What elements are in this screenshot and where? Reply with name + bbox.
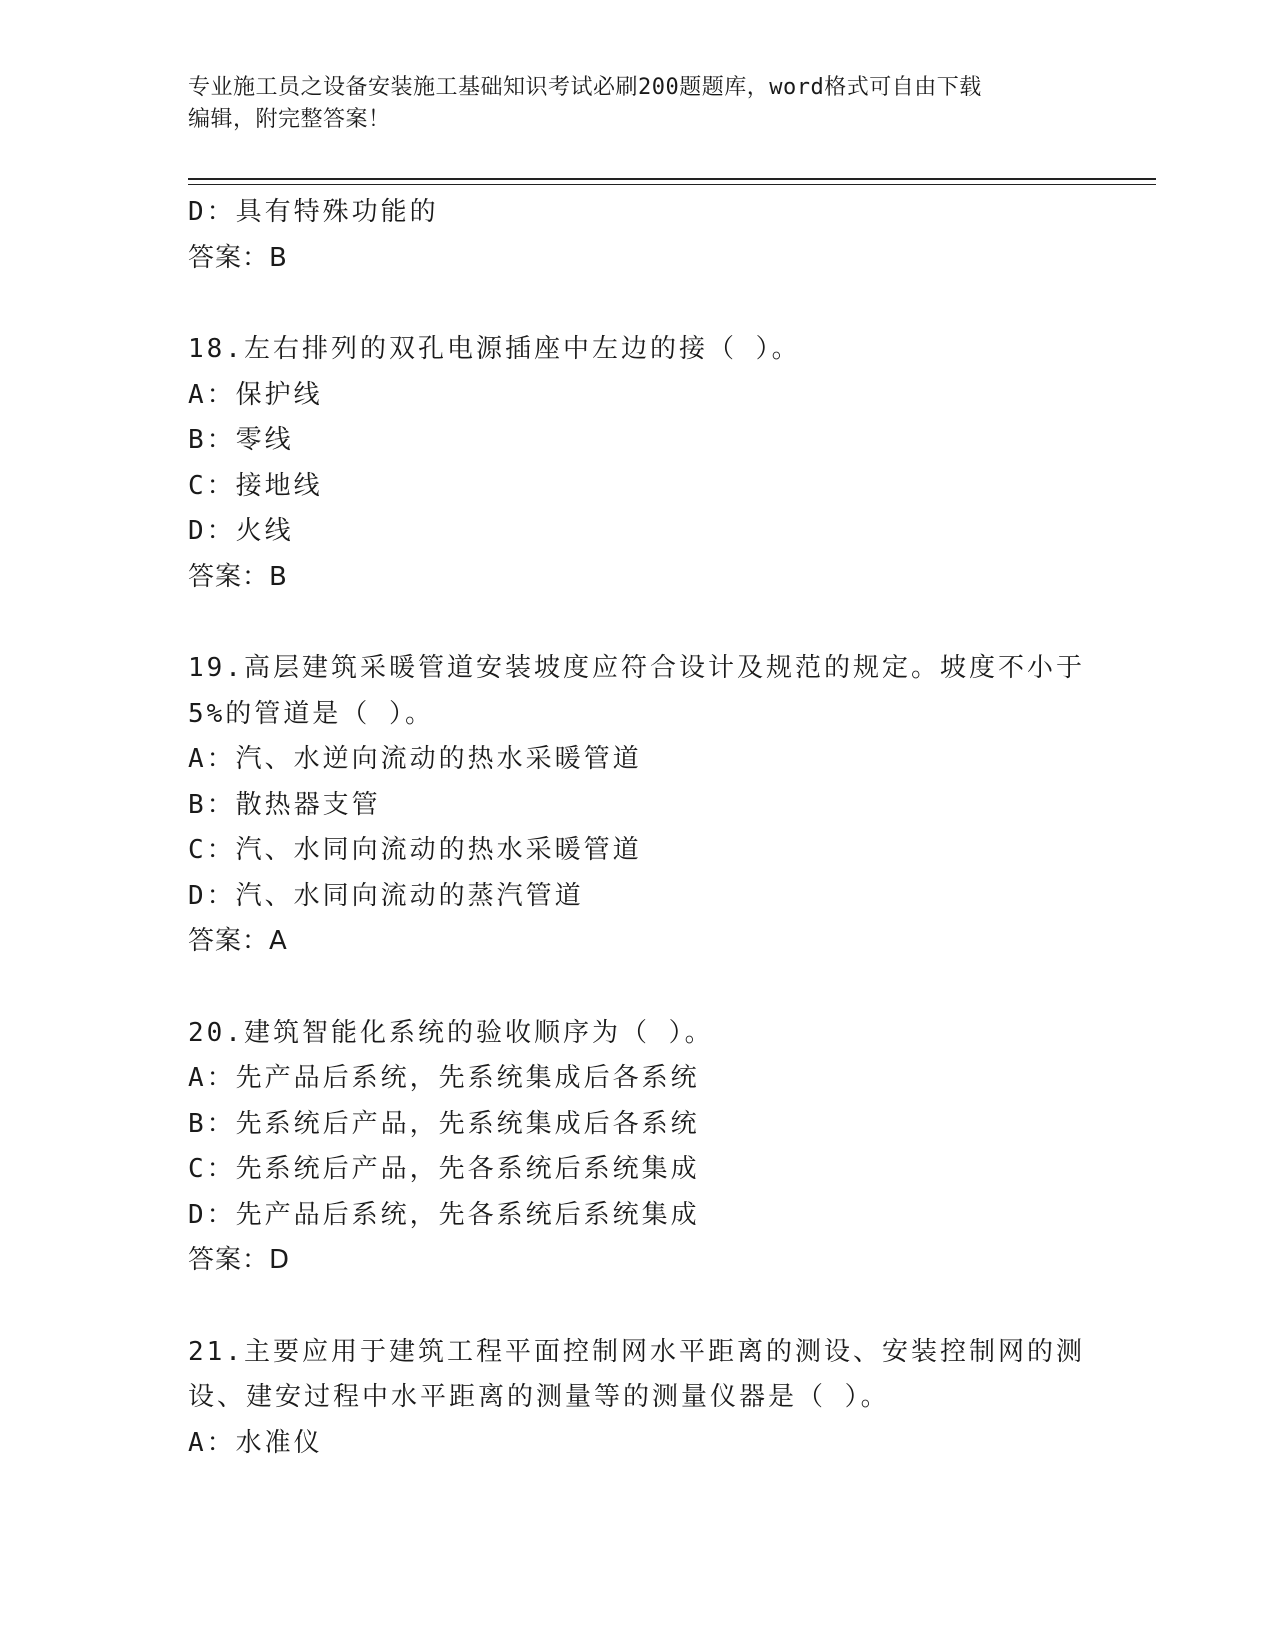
- option-b: B：先系统后产品，先系统集成后各系统: [188, 1108, 700, 1139]
- header-divider-thick: [188, 178, 1156, 180]
- header-title-line2: 编辑，附完整答案！: [188, 107, 391, 132]
- option-a: A：水准仪: [188, 1427, 323, 1458]
- option-c: C：先系统后产品，先各系统后系统集成: [188, 1154, 700, 1184]
- question-21: [188, 1330, 1088, 1467]
- answer-label: 答案：B: [188, 561, 288, 592]
- option-a: A：保护线: [188, 379, 323, 410]
- question-text: 18.左右排列的双孔电源插座中左边的接（ ）。: [188, 334, 801, 364]
- previous-question-tail: [188, 190, 1088, 281]
- option-d: D：火线: [188, 516, 294, 546]
- header-divider-thin: [188, 184, 1156, 185]
- question-text-line1: 19.高层建筑采暖管道安装坡度应符合设计及规范的规定。坡度不小于: [188, 653, 1085, 683]
- option-a: A：先产品后系统，先系统集成后各系统: [188, 1063, 700, 1093]
- option-b: B：散热器支管: [188, 789, 381, 820]
- question-text-line2: 5%的管道是（ ）。: [188, 698, 434, 729]
- question-19: [188, 646, 1088, 965]
- document-header: [188, 72, 1088, 136]
- question-text-line1: 21.主要应用于建筑工程平面控制网水平距离的测设、安装控制网的测: [188, 1336, 1085, 1367]
- option-a: A：汽、水逆向流动的热水采暖管道: [188, 744, 642, 774]
- option-d: D：具有特殊功能的: [188, 197, 439, 227]
- question-18: [188, 327, 1088, 600]
- question-list: [188, 190, 1088, 1466]
- option-c: C：接地线: [188, 470, 323, 501]
- option-c: C：汽、水同向流动的热水采暖管道: [188, 835, 642, 865]
- question-text-line2: 设、建安过程中水平距离的测量等的测量仪器是（ ）。: [188, 1382, 890, 1412]
- question-20: [188, 1011, 1088, 1284]
- answer-label: 答案：D: [188, 1245, 291, 1275]
- answer-label: 答案：A: [188, 926, 288, 956]
- question-text: 20.建筑智能化系统的验收顺序为（ ）。: [188, 1017, 714, 1048]
- option-d: D：先产品后系统，先各系统后系统集成: [188, 1199, 700, 1230]
- answer-label: 答案：B: [188, 242, 288, 273]
- header-title-line1: 专业施工员之设备安装施工基础知识考试必刷200题题库，word格式可自由下载: [188, 75, 982, 100]
- option-b: B：零线: [188, 425, 294, 455]
- option-d: D：汽、水同向流动的蒸汽管道: [188, 880, 584, 911]
